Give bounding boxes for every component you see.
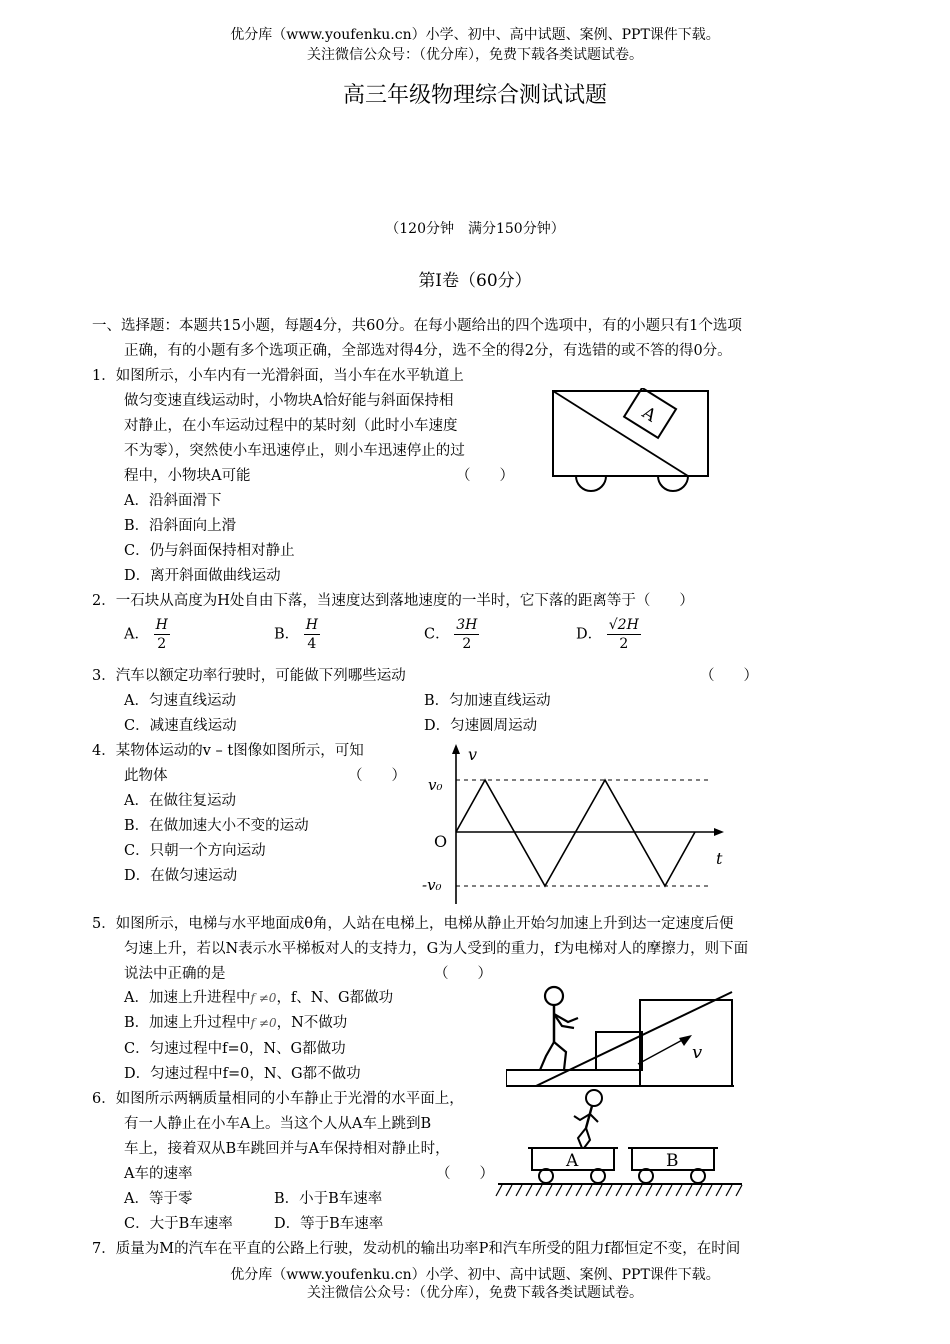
- q5-option-c: C．匀速过程中f=0，N、G都做功: [124, 1041, 346, 1057]
- q2-option-d: [576, 616, 641, 653]
- q5-option-a: [124, 986, 393, 1011]
- q2-fraction: [607, 616, 641, 653]
- q6-option: C．大于B车速率: [124, 1216, 233, 1232]
- q4-option: C．只朝一个方向运动: [124, 843, 266, 859]
- q6-answer-paren: （ ）: [436, 1166, 494, 1182]
- q5-option-d: D．匀速过程中f=0，N、G都不做功: [124, 1066, 361, 1082]
- q2-option-letter: C．: [424, 626, 450, 643]
- instructions-line1: 一、选择题：本题共15小题，每题4分，共60分。在每小题给出的四个选项中，有的小题只有1个选项: [92, 318, 742, 334]
- q2-option-letter: B．: [274, 626, 300, 643]
- q1-cart-figure: [548, 388, 718, 496]
- q1-option: C．仍与斜面保持相对静止: [124, 543, 295, 559]
- q7-stem: 7．质量为M的汽车在平直的公路上行驶，发动机的输出功率P和汽车所受的阻力f都恒定不变，在时间: [92, 1241, 741, 1257]
- q6-line: 车上，接着双从B车跳回并与A车保持相对静止时，: [124, 1141, 450, 1157]
- graph-t-label: t: [716, 849, 723, 868]
- q1-option: B．沿斜面向上滑: [124, 518, 237, 534]
- instructions-line2: 正确，有的小题有多个选项正确，全部选对得4分，选不全的得2分，有选错的或不答的得0分。: [124, 343, 732, 359]
- q1-option: D．离开斜面做曲线运动: [124, 568, 281, 584]
- q1-answer-paren: （ ）: [456, 468, 514, 484]
- q5-option-text: B．加速上升过程中: [124, 1015, 251, 1031]
- q5-formula: f ≠0: [250, 1016, 277, 1030]
- q5-line: 5．如图所示，电梯与水平地面成θ角，人站在电梯上，电梯从静止开始匀加速上升到达一定速度后便: [92, 916, 734, 932]
- q2-option-c: [424, 616, 479, 653]
- q2-frac-den: 2: [157, 636, 167, 652]
- q2-frac-den: 2: [462, 636, 472, 652]
- q1-line: 做匀变速直线运动时，小物块A恰好能与斜面保持相: [124, 393, 454, 409]
- q2-fraction: [154, 616, 170, 653]
- q1-option: A．沿斜面滑下: [124, 493, 222, 509]
- q6-line: 6．如图所示两辆质量相同的小车静止于光滑的水平面上，: [92, 1091, 464, 1107]
- q1-line: 1．如图所示，小车内有一光滑斜面，当小车在水平轨道上: [92, 368, 464, 384]
- q2-frac-num: 3H: [456, 617, 478, 633]
- q1-line: 程中，小物块A可能: [124, 468, 251, 484]
- q5-velocity-label: v: [692, 1042, 703, 1063]
- q6-option: A．等于零: [124, 1191, 193, 1207]
- section-heading: 第Ⅰ卷（60分）: [418, 271, 532, 291]
- q4-line: 此物体: [124, 768, 168, 784]
- q6-option: D．等于B车速率: [274, 1216, 384, 1232]
- q1-line: 对静止，在小车运动过程中的某时刻（此时小车速度: [124, 418, 458, 434]
- q3-option: D．匀速圆周运动: [424, 718, 538, 734]
- page-title: 高三年级物理综合测试试题: [342, 83, 607, 108]
- q4-option: D．在做匀速运动: [124, 868, 238, 884]
- q2-option-b: [274, 616, 320, 653]
- q4-line: 4．某物体运动的v – t图像如图所示，可知: [92, 743, 364, 759]
- q5-escalator-figure: [506, 982, 746, 1088]
- page-footer-line2: 关注微信公众号：（优分库），免费下载各类试题试卷。: [307, 1285, 643, 1301]
- q4-answer-paren: （ ）: [348, 768, 406, 784]
- q2-fraction: [304, 616, 320, 653]
- graph-v-label: v: [468, 745, 478, 764]
- q3-option: B．匀加速直线运动: [424, 693, 551, 709]
- q2-frac-den: 4: [307, 636, 317, 652]
- q2-option-letter: A．: [124, 626, 149, 643]
- page-header-line1: 优分库（www.youfenku.cn）小学、初中、高中试题、案例、PPT课件下载。: [230, 27, 720, 43]
- q2-stem: 2．一石块从高度为H处自由下落，当速度达到落地速度的一半时，它下落的距离等于（ ）: [92, 593, 694, 609]
- q2-frac-num: H: [305, 617, 318, 633]
- q5-line: 匀速上升，若以N表示水平梯板对人的支持力，G为人受到的重力，f为电梯对人的摩擦力，则下面: [124, 941, 749, 957]
- q2-option-a: [124, 616, 170, 653]
- q3-answer-paren: （ ）: [700, 668, 758, 684]
- q2-option-letter: D．: [576, 626, 603, 643]
- q2-frac-num: √2H: [608, 617, 639, 633]
- q5-option-text: ，f、N、G都做功: [276, 990, 394, 1006]
- exam-subtitle: （120分钟 满分150分钟）: [385, 221, 565, 237]
- q3-stem: 3．汽车以额定功率行驶时，可能做下列哪些运动: [92, 668, 406, 684]
- q3-option: A．匀速直线运动: [124, 693, 236, 709]
- q4-option: B．在做加速大小不变的运动: [124, 818, 309, 834]
- graph-origin-label: O: [434, 832, 448, 851]
- q6-option: B．小于B车速率: [274, 1191, 383, 1207]
- q6-cart-a-label: A: [566, 1151, 579, 1171]
- graph-neg-v0-label: -v₀: [422, 876, 442, 894]
- q3-option: C．减速直线运动: [124, 718, 237, 734]
- q2-frac-num: H: [155, 617, 168, 633]
- q5-line: 说法中正确的是: [124, 966, 226, 982]
- q4-option: A．在做往复运动: [124, 793, 236, 809]
- q6-carts-figure: [494, 1086, 746, 1208]
- q6-line: A车的速率: [124, 1166, 193, 1182]
- q6-cart-b-label: B: [666, 1151, 679, 1171]
- q2-fraction: [454, 616, 479, 653]
- page-footer-line1: 优分库（www.youfenku.cn）小学、初中、高中试题、案例、PPT课件下载。: [230, 1267, 720, 1283]
- q5-option-b: [124, 1011, 347, 1036]
- q5-option-text: A．加速上升进程中: [124, 990, 251, 1006]
- q5-option-text: ，N不做功: [276, 1015, 348, 1031]
- q5-formula: f ≠0: [250, 991, 277, 1005]
- q2-frac-den: 2: [619, 636, 629, 652]
- q1-line: 不为零），突然使小车迅速停止，则小车迅速停止的过: [124, 443, 465, 459]
- graph-v0-label: v₀: [428, 776, 443, 794]
- q4-vt-graph: [420, 740, 740, 908]
- q1-block-label: A: [638, 402, 660, 427]
- q6-line: 有一人静止在小车A上。当这个人从A车上跳到B: [124, 1116, 432, 1132]
- page-header-line2: 关注微信公众号：（优分库），免费下载各类试题试卷。: [307, 47, 643, 63]
- q5-answer-paren: （ ）: [434, 966, 492, 982]
